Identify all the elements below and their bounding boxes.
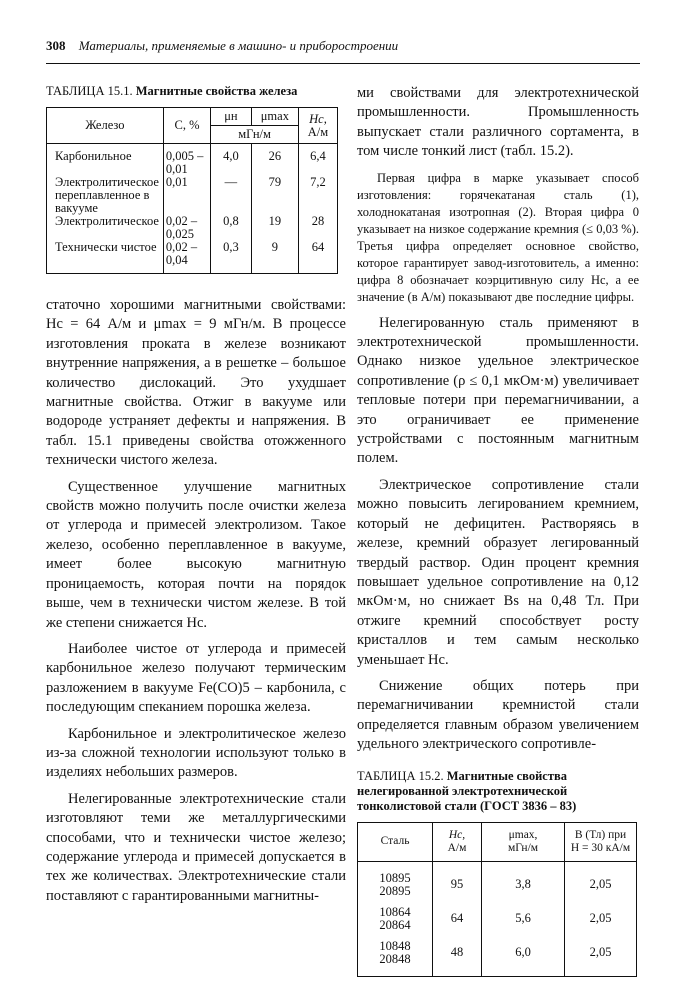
cell-mu-n: 4,0	[211, 144, 252, 177]
col-steel: Сталь	[358, 822, 433, 861]
col-mu-n: μн	[211, 108, 252, 126]
table1-caption	[46, 84, 346, 99]
paragraph: Карбонильное и электролитическое железо из-за сложной технологии используют только в изделиях небольших размеров.	[46, 725, 346, 781]
table-row	[358, 861, 637, 902]
paragraph: Электрическое сопротивление стали можно повысить легированием кремнием, который не дефицитен. Растворяясь в железе, кремний образует легированный твердый раствор. Один процент кремния повышает удельное сопротивление на 0,12 мкОм·м, но снижает Bs на 0,48 Тл. При отжиге кремний способствует росту кристаллов и тем самым несколько уменьшает Hc.	[357, 476, 639, 668]
table2-caption	[357, 769, 639, 814]
left-body-text	[46, 296, 346, 906]
table-row	[47, 176, 338, 215]
cell-b: 2,05	[565, 902, 637, 936]
cell-mu-max: 3,8	[482, 861, 565, 902]
cell-mu-n: 0,8	[211, 215, 252, 241]
cell-mu-max: 26	[251, 144, 298, 177]
paragraph: Наиболее чистое от углерода и примесей карбонильное железо получают термическим разложением в вакууме Fe(CO)5 – карбонила, с последующим спеканием порошка железа.	[46, 640, 346, 716]
steel-grade: 20848	[379, 951, 411, 966]
steel-grade: 10848	[379, 938, 411, 953]
cell-mu-n: 0,3	[211, 241, 252, 274]
cell-name: Электролитическое	[47, 215, 164, 241]
table-steel-magnetic-properties	[357, 822, 637, 977]
table-row	[47, 144, 338, 177]
table-row	[47, 215, 338, 241]
cell-steel	[358, 861, 433, 902]
cell-hc: 6,4	[298, 144, 337, 177]
left-column	[46, 84, 346, 913]
table-row	[358, 902, 637, 936]
cell-hc: 48	[433, 936, 482, 977]
cell-name: Технически чистое	[47, 241, 164, 274]
table2-title: Магнитные свойства нелегированной электротехнической тонколистовой стали (ГОСТ 3836 – 83)	[357, 768, 577, 813]
col-carbon: C, %	[163, 108, 210, 144]
table-row	[47, 241, 338, 274]
right-body-text	[357, 314, 639, 755]
table-row	[358, 936, 637, 977]
right-column	[357, 84, 639, 977]
cell-hc: 28	[298, 215, 337, 241]
cell-hc: 64	[433, 902, 482, 936]
col-mu-max-label: μmax,	[508, 828, 538, 841]
table1-title: Магнитные свойства железа	[135, 84, 298, 98]
col-hc-unit: А/м	[447, 841, 467, 854]
col-mu-max	[482, 822, 565, 861]
running-header	[46, 38, 636, 54]
cell-hc: 7,2	[298, 176, 337, 215]
paragraph: Снижение общих потерь при перемагничивании кремнистой стали определяется главным образом увеличением удельного электрического сопротивле-	[357, 677, 639, 753]
cell-mu-max: 5,6	[482, 902, 565, 936]
cell-name: Электролитическое переплавленное в вакууме	[47, 176, 164, 215]
paragraph: Нелегированную сталь применяют в электротехнической промышленности. Однако низкое удельное электрическое сопротивление (ρ ≤ 0,1 мкОм·м) увеличивает тепловые потери при перемагничивании, а это ограничивает ее применение устройствами с постоянным магнитным полем.	[357, 314, 639, 467]
table1-label: ТАБЛИЦА 15.1.	[46, 84, 133, 98]
paragraph: Существенное улучшение магнитных свойств можно получить после очистки железа от углерода и примесей электролизом. Такое железо, особенно переплавленное в вакууме, имеет более высокую магнитную проницаемость, которая почти на порядок выше, чем в технически чистом железе. В той же степени снижается Hc.	[46, 478, 346, 631]
cell-mu-max: 6,0	[482, 936, 565, 977]
col-hc-label: Hc,	[309, 111, 327, 126]
page-number: 308	[46, 38, 66, 53]
cell-hc: 95	[433, 861, 482, 902]
cell-mu-max: 19	[251, 215, 298, 241]
table2-label: ТАБЛИЦА 15.2.	[357, 768, 444, 783]
cell-c: 0,02 – 0,025	[163, 215, 210, 241]
cell-mu-max: 9	[251, 241, 298, 274]
paragraph: статочно хорошими магнитными свойствами: Hc = 64 А/м и μmax = 9 мГн/м. В процессе изготовления проката в железе возникают внутренние напряжения, а в решетке – большое количество дислокаций. Это ухудшает магнитные свойства. Отжиг в вакууме или водороде устраняет дефекты и напряжения. В табл. 15.1 приведены свойства отожженного технически чистого железа.	[46, 297, 346, 469]
header-rule	[46, 63, 640, 64]
col-hc-label: Hc,	[448, 828, 466, 841]
col-mu-max-unit: мГн/м	[507, 841, 539, 854]
col-b	[565, 822, 637, 861]
col-b-cond: H = 30 кА/м	[570, 841, 631, 854]
running-title: Материалы, применяемые в машино- и приборостроении	[78, 38, 399, 53]
col-iron: Железо	[47, 108, 164, 144]
cell-b: 2,05	[565, 861, 637, 902]
cell-mu-n: —	[211, 176, 252, 215]
steel-grade: 10895	[379, 870, 411, 885]
col-b-label: B (Тл) при	[574, 828, 627, 841]
cell-c: 0,01	[163, 176, 210, 215]
steel-grade: 20864	[379, 917, 411, 932]
right-body-text-top	[357, 84, 639, 162]
cell-c: 0,005 – 0,01	[163, 144, 210, 177]
col-hc	[298, 108, 337, 144]
cell-mu-max: 79	[251, 176, 298, 215]
cell-hc: 64	[298, 241, 337, 274]
small-paragraph: Первая цифра в марке указывает способ изготовления: горячекатаная сталь (1), холоднокатаная изотропная (2). Вторая цифра 0 указывает на низкое содержание кремния (≤ 0,03 %). Третья цифра определяет основное свойство, которое гарантирует завод-изготовитель, а именно: цифра 8 обозначает коэрцитивную силу Hc, а ее значение (в А/м) показывают две последние цифры.	[357, 170, 639, 304]
table-iron-magnetic-properties	[46, 107, 338, 274]
cell-steel	[358, 902, 433, 936]
col-mu-max: μmax	[251, 108, 298, 126]
paragraph: ми свойствами для электротехнической промышленности. Промышленность выпускает стали различного сортамента, в том числе тонкий лист (табл. 15.2).	[357, 85, 639, 160]
steel-grade: 20895	[379, 883, 411, 898]
steel-grade: 10864	[379, 904, 411, 919]
col-mu-unit: мГн/м	[211, 126, 299, 144]
cell-c: 0,02 – 0,04	[163, 241, 210, 274]
paragraph: Нелегированные электротехнические стали изготовляют теми же металлургическими способами, что и технически чистое железо; содержание углерода и примесей допускается в тех же количествах. Электротехнические стали поставляют с гарантированными магнитны-	[46, 790, 346, 904]
grade-note	[357, 170, 639, 306]
col-hc	[433, 822, 482, 861]
cell-name: Карбонильное	[47, 144, 164, 177]
cell-b: 2,05	[565, 936, 637, 977]
col-hc-unit: А/м	[307, 124, 329, 139]
cell-steel	[358, 936, 433, 977]
